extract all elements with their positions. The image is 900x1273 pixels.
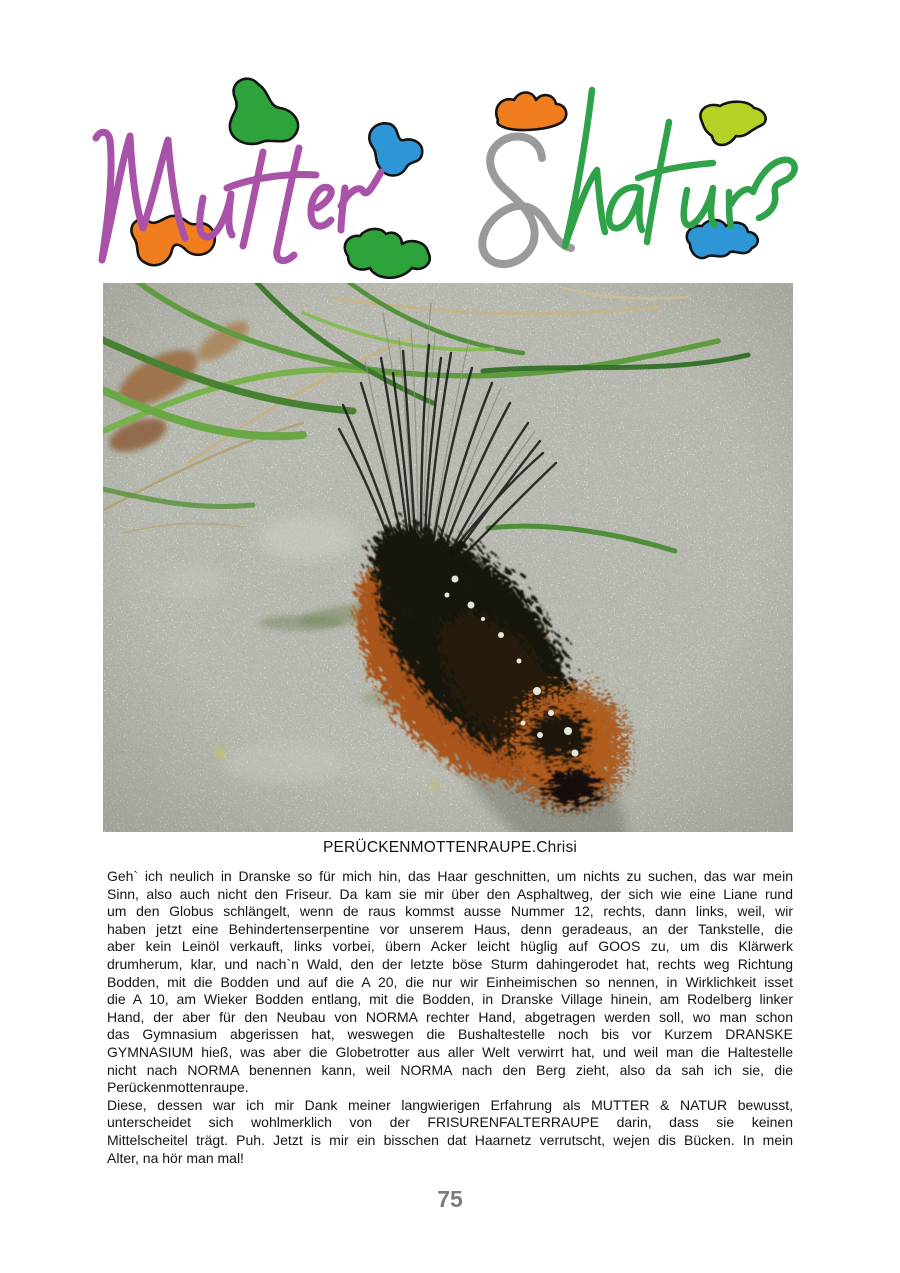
natur-t-crossbar: [638, 163, 713, 178]
natur-letter-n: [565, 90, 605, 246]
text-line: Alter, na hör man mal!: [107, 1149, 244, 1166]
text-line: Hand, der aber für den Neubau von NORMA rechter Hand, abgetragen werden soll, wo man schon: [107, 1008, 793, 1025]
text-line: Geh` ich neulich in Dranske so für mich hin, das Haar geschnitten, um nichts zu suchen, das war mein: [107, 868, 793, 884]
natur-letter-r-flourish: [729, 160, 795, 226]
text-line: um den Globus schlängelt, wenn de raus kommst ausse Nummer 12, rechts, dann links, weil, wir: [107, 903, 793, 920]
logo-artwork: [90, 60, 810, 285]
text-line: drumherum, klar, und nach`n Wald, den der letzte böse Sturm dahingerodet hat, rechts weg Richtung: [107, 955, 793, 972]
text-line: Mittelscheitel trägt. Puh. Jetzt is mir ein bisschen dat Haarnetz verrutscht, wejen dis Bücken. In mein: [107, 1131, 793, 1148]
text-line: das Gymnasium abgerissen hat, weswegen die Bushaltestelle noch bis vor Kurzem DRANSKE: [107, 1026, 793, 1043]
text-line: Sinn, also auch nicht den Friseur. Da kam sie mir über den Asphaltweg, der sich wie eine Liane rund: [107, 885, 793, 902]
text-line: aber kein Leinöl verkauft, links vorbei, übern Acker leicht hüglig auf GOOS zu, um dis Klärwerk: [107, 938, 793, 955]
blue-blob-bottom-icon: [687, 220, 758, 258]
mutter-letter-t1: [243, 152, 263, 246]
orange-blob-icon: [496, 93, 566, 131]
text-line: nicht nach NORMA benennen kann, weil NORMA nach den Berg zieht, also da sah ich sie, die: [107, 1061, 793, 1078]
caterpillar-photo: [103, 283, 793, 832]
mutter-letter-t2: [277, 148, 299, 261]
text-line: unterscheidet sich wohlmerklich von der FRISURENFALTERRAUPE darin, dass sie keinen: [107, 1114, 793, 1131]
text-line: GYMNASIUM hieß, was aber die Globetrotter aus aller Welt verwirrt hat, und weil man die Haltestelle: [107, 1043, 793, 1060]
page-number: 75: [437, 1186, 463, 1212]
article-text: [107, 868, 793, 1167]
natur-letter-a: [609, 187, 642, 230]
caterpillar-photo-artwork: [103, 283, 793, 832]
ampersand-stroke: [482, 136, 571, 264]
logo-mutter-und-natur: [90, 60, 810, 285]
mutter-letter-r: [341, 172, 381, 230]
natur-letter-u: [684, 188, 715, 225]
text-line: die A 10, am Wieker Bodden entlang, mit die Bodden, in Dranske Village hinein, am Rodelberg linker: [107, 991, 793, 1008]
green-blob-icon: [230, 79, 298, 144]
blue-blob-icon: [369, 123, 422, 175]
text-line: haben jetzt eine Behindertenserpentine vor unserem Haus, denn geradeaus, an der Tankstelle, die: [107, 920, 793, 937]
text-line: Diese, dessen war ich mir Dank meiner langwierigen Erfahrung als MUTTER & NATUR bewusst,: [107, 1096, 793, 1113]
text-line: Bodden, mit die Bodden und auf die A 20, die nur wir Einheimischen so nennen, in Wirklichkeit isset: [107, 973, 793, 990]
logo-ampersand: [482, 136, 571, 264]
green-blob-bottom-icon: [345, 229, 430, 278]
caterpillar-snout: [539, 759, 591, 799]
mutter-t-crossbar: [227, 175, 316, 188]
mutter-letter-e: [311, 187, 331, 226]
text-line: Perückenmottenraupe.: [107, 1079, 249, 1096]
lime-blob-icon: [700, 102, 765, 145]
logo-blobs: [131, 79, 765, 278]
natur-letter-t: [647, 122, 669, 242]
photo-caption: PERÜCKENMOTTENRAUPE.Chrisi: [322, 839, 578, 856]
